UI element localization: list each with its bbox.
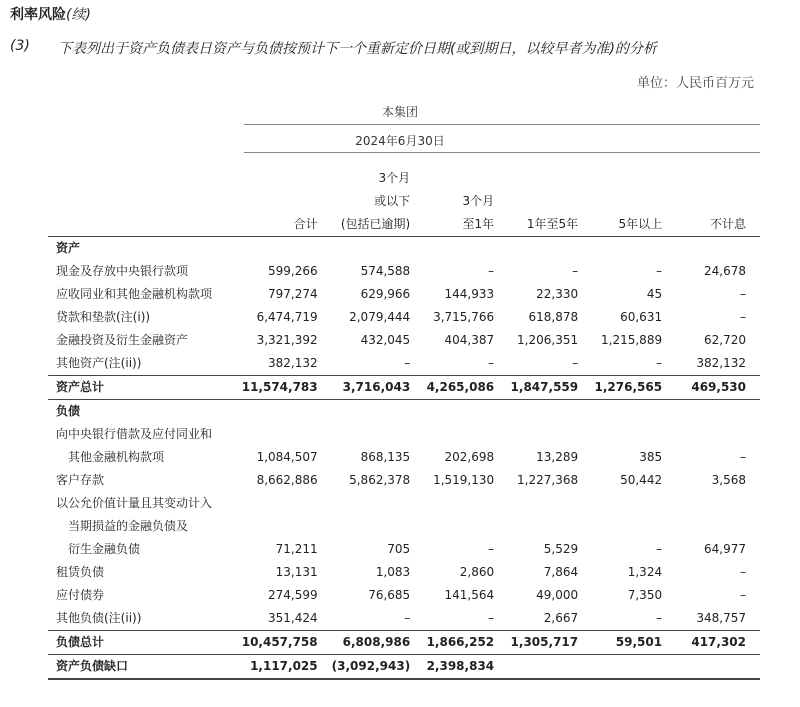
row-value: 417,302 xyxy=(691,635,746,649)
row-value: – xyxy=(488,611,495,625)
row-label: 金融投资及衍生金融资产 xyxy=(56,333,189,347)
row-label: 负债总计 xyxy=(56,635,105,649)
row-value: 1,305,717 xyxy=(510,635,579,649)
row-value-empty xyxy=(332,492,425,515)
row-value-empty xyxy=(508,423,592,446)
row-value-empty xyxy=(508,492,592,515)
row-value: 24,678 xyxy=(704,264,746,278)
liability-row xyxy=(48,538,760,561)
unit-label: 单位：人民币百万元 xyxy=(636,76,754,91)
row-value: 3,716,043 xyxy=(342,380,411,394)
row-value: 469,530 xyxy=(691,380,746,394)
section-title: 利率风险(续) xyxy=(10,7,91,23)
row-value: 2,398,834 xyxy=(426,659,495,673)
row-value-empty xyxy=(332,423,425,446)
row-label: 其他负债(注(ii)) xyxy=(56,611,142,625)
row-value: 574,588 xyxy=(360,264,411,278)
row-value: 7,350 xyxy=(627,588,663,602)
row-value-empty xyxy=(242,492,332,515)
row-value: 1,519,130 xyxy=(433,473,495,487)
row-value: 348,757 xyxy=(696,611,746,625)
row-value xyxy=(592,655,676,680)
row-value: 382,132 xyxy=(696,356,746,370)
liabilities-section xyxy=(48,400,760,424)
liability-row xyxy=(48,469,760,492)
row-label: 资产负债缺口 xyxy=(56,659,129,673)
liability-label-row xyxy=(48,492,760,515)
section-title-continued: (续) xyxy=(66,7,91,23)
group-divider xyxy=(244,124,760,125)
row-value: 705 xyxy=(387,542,411,556)
row-value: 1,206,351 xyxy=(517,333,579,347)
row-value: 4,265,086 xyxy=(426,380,495,394)
row-value: – xyxy=(740,565,746,579)
row-value-empty xyxy=(592,423,676,446)
row-value: 3,321,392 xyxy=(256,333,318,347)
row-label: 应付债券 xyxy=(56,588,105,602)
column-header-row xyxy=(48,156,760,237)
row-value xyxy=(676,655,760,680)
row-value: 6,474,719 xyxy=(256,310,318,324)
row-value: 7,864 xyxy=(543,565,579,579)
row-value: – xyxy=(404,356,411,370)
row-label: 资产总计 xyxy=(56,380,105,394)
row-label: 应收同业和其他金融机构款项 xyxy=(56,287,213,301)
row-value: 1,084,507 xyxy=(256,450,318,464)
row-label: 现金及存放中央银行款项 xyxy=(56,264,189,278)
row-value: – xyxy=(740,310,746,324)
row-label: 租赁负债 xyxy=(56,565,105,579)
row-value: – xyxy=(404,611,411,625)
row-value: 1,083 xyxy=(375,565,411,579)
row-value: 13,289 xyxy=(536,450,579,464)
row-value: 3,568 xyxy=(711,473,746,487)
gap-row xyxy=(48,655,760,680)
column-header: 不计息 xyxy=(709,217,746,231)
row-value: 5,529 xyxy=(543,542,579,556)
row-value: 2,079,444 xyxy=(349,310,411,324)
row-value: – xyxy=(740,287,746,301)
row-value: 5,862,378 xyxy=(349,473,411,487)
row-value: – xyxy=(740,450,746,464)
row-value: 141,564 xyxy=(444,588,495,602)
liabilities-section-label: 负债 xyxy=(56,404,81,418)
row-value: 797,274 xyxy=(268,287,318,301)
row-value: 1,215,889 xyxy=(601,333,663,347)
row-value: 382,132 xyxy=(268,356,318,370)
row-value: 618,878 xyxy=(528,310,579,324)
row-value: 1,847,559 xyxy=(510,380,579,394)
report-date: 2024年6月30日 xyxy=(355,134,445,148)
asset-row xyxy=(48,352,760,376)
row-value: 3,715,766 xyxy=(433,310,495,324)
row-value xyxy=(508,655,592,680)
row-value: – xyxy=(572,356,579,370)
row-value: 274,599 xyxy=(268,588,318,602)
row-label: 衍生金融负债 xyxy=(68,542,141,556)
row-value: 385 xyxy=(639,450,663,464)
row-value: – xyxy=(656,542,663,556)
row-value: 59,501 xyxy=(615,635,663,649)
row-value: – xyxy=(656,611,663,625)
row-value: 22,330 xyxy=(536,287,579,301)
row-value: (3,092,943) xyxy=(331,659,411,673)
assets-total-row xyxy=(48,376,760,400)
row-value: – xyxy=(488,542,495,556)
row-value-empty xyxy=(332,515,425,538)
asset-row xyxy=(48,329,760,352)
row-value: – xyxy=(740,588,746,602)
row-value: 11,574,783 xyxy=(241,380,318,394)
row-value-empty xyxy=(242,423,332,446)
row-value: 71,211 xyxy=(275,542,318,556)
row-value: 404,387 xyxy=(444,333,495,347)
row-value: – xyxy=(572,264,579,278)
row-value: 599,266 xyxy=(268,264,318,278)
row-value: – xyxy=(488,356,495,370)
row-label: 向中央银行借款及应付同业和 xyxy=(56,427,213,441)
row-label: 以公允价值计量且其变动计入 xyxy=(56,496,213,510)
assets-section xyxy=(48,237,760,261)
liabilities-total-row xyxy=(48,631,760,655)
row-value: 1,276,565 xyxy=(594,380,663,394)
column-header: 1年至5年 xyxy=(526,217,579,231)
row-value-empty xyxy=(676,423,760,446)
row-value: 1,866,252 xyxy=(426,635,495,649)
row-value: 202,698 xyxy=(444,450,495,464)
row-value: 1,117,025 xyxy=(250,659,318,673)
date-divider xyxy=(244,152,760,153)
column-header: 5年以上 xyxy=(618,217,663,231)
row-value: 60,631 xyxy=(620,310,663,324)
row-value: 144,933 xyxy=(444,287,495,301)
group-title: 本集团 xyxy=(381,105,418,119)
row-value-empty xyxy=(424,515,508,538)
row-value: 10,457,758 xyxy=(241,635,318,649)
asset-row xyxy=(48,260,760,283)
asset-row xyxy=(48,306,760,329)
row-value: 45 xyxy=(646,287,663,301)
row-value-empty xyxy=(676,515,760,538)
row-value: 76,685 xyxy=(368,588,411,602)
row-value: 49,000 xyxy=(536,588,579,602)
row-value-empty xyxy=(508,515,592,538)
row-value: 62,720 xyxy=(704,333,746,347)
table-heading: 下表列出于资产负债表日资产与负债按预计下一个重新定价日期(或到期日，以较早者为准)的分析 xyxy=(58,41,657,57)
row-value-empty xyxy=(592,492,676,515)
row-value-empty xyxy=(676,492,760,515)
header-label-spacer xyxy=(48,156,242,237)
row-label: 贷款和垫款(注(i)) xyxy=(56,310,151,324)
column-header: 合计 xyxy=(293,217,318,231)
row-label: 其他资产(注(ii)) xyxy=(56,356,142,370)
liability-row xyxy=(48,446,760,469)
row-value: – xyxy=(488,264,495,278)
row-value-empty xyxy=(424,492,508,515)
row-value: – xyxy=(656,356,663,370)
row-value: 629,966 xyxy=(360,287,411,301)
row-value-empty xyxy=(424,423,508,446)
assets-section-label: 资产 xyxy=(56,241,81,255)
repricing-table xyxy=(48,156,760,680)
liability-label-row xyxy=(48,515,760,538)
row-value-empty xyxy=(242,515,332,538)
row-label: 其他金融机构款项 xyxy=(68,450,165,464)
row-value-empty xyxy=(592,515,676,538)
liability-row xyxy=(48,561,760,584)
row-value: 351,424 xyxy=(268,611,318,625)
row-value: 432,045 xyxy=(360,333,411,347)
row-value: 64,977 xyxy=(704,542,746,556)
liability-row xyxy=(48,607,760,631)
row-value: 50,442 xyxy=(620,473,663,487)
row-value: 1,227,368 xyxy=(517,473,579,487)
liability-row xyxy=(48,584,760,607)
column-header: 3个月 或以下 (包括已逾期) xyxy=(340,171,411,231)
row-value: 868,135 xyxy=(360,450,411,464)
row-value: 6,808,986 xyxy=(342,635,411,649)
asset-row xyxy=(48,283,760,306)
row-value: 1,324 xyxy=(627,565,663,579)
row-value: 13,131 xyxy=(275,565,318,579)
row-value: 2,860 xyxy=(459,565,495,579)
liability-label-row xyxy=(48,423,760,446)
row-value: 8,662,886 xyxy=(256,473,318,487)
row-value: 2,667 xyxy=(543,611,579,625)
item-number: (3) xyxy=(10,38,30,54)
row-value: – xyxy=(656,264,663,278)
row-label: 当期损益的金融负债及 xyxy=(68,519,189,533)
row-label: 客户存款 xyxy=(56,473,105,487)
column-header: 3个月 至1年 xyxy=(462,194,495,231)
